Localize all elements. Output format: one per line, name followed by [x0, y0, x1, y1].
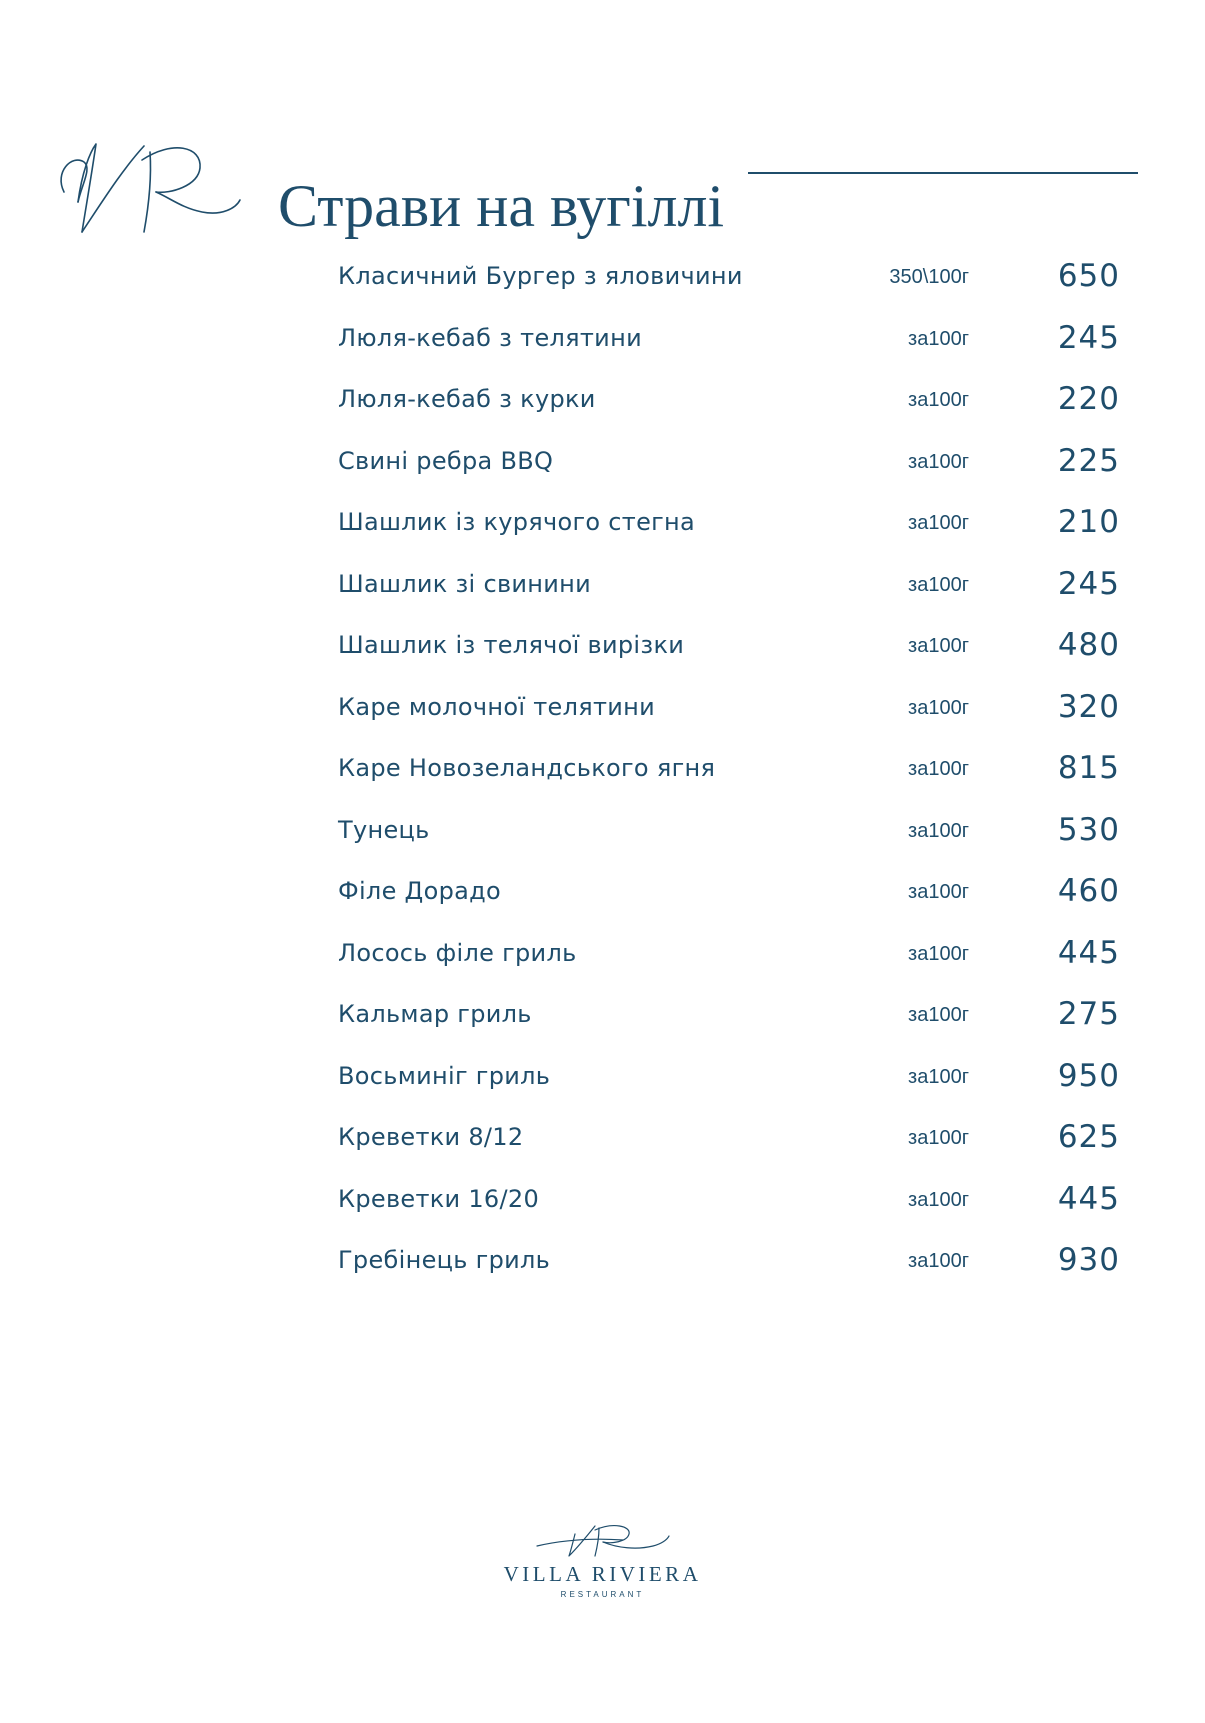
menu-item-price: 650: [1057, 258, 1120, 294]
brand-subtitle: RESTAURANT: [560, 1590, 645, 1599]
menu-list: [338, 252, 1128, 1298]
menu-item-name: Тунець: [338, 815, 430, 844]
menu-item: [338, 314, 1128, 376]
menu-item-price: 225: [1057, 442, 1120, 479]
menu-item-name: Люля-кебаб з курки: [338, 385, 596, 413]
menu-item: [338, 744, 1128, 806]
menu-item: [338, 560, 1128, 622]
menu-item: [338, 1175, 1128, 1237]
menu-item-price: 930: [1057, 1242, 1120, 1278]
menu-item-name: Каре молочної телятини: [338, 692, 656, 721]
menu-item-price: 445: [1057, 934, 1120, 971]
vr-monogram-icon: [52, 132, 252, 252]
menu-item-weight: за100г: [908, 327, 969, 350]
menu-item-weight: за100г: [908, 512, 969, 534]
menu-item-weight: за100г: [908, 1188, 969, 1211]
menu-item-name: Каре Новозеландського ягня: [338, 754, 716, 782]
menu-item-weight: за100г: [908, 573, 969, 596]
menu-item-price: 625: [1057, 1119, 1120, 1155]
menu-item: [338, 498, 1128, 560]
menu-item-name: Шашлик із телячої вирізки: [338, 631, 685, 659]
menu-item-weight: за100г: [908, 758, 969, 780]
menu-item-price: 275: [1057, 996, 1120, 1032]
menu-item-name: Філе Дорадо: [338, 877, 502, 905]
menu-item-price: 245: [1057, 565, 1120, 602]
menu-item-name: Креветки 16/20: [338, 1184, 540, 1213]
menu-item-price: 220: [1057, 381, 1120, 417]
menu-item: [338, 929, 1128, 991]
menu-item-weight: за100г: [908, 635, 969, 657]
menu-item-weight: за100г: [908, 881, 969, 903]
menu-item-name: Шашлик із курячого стегна: [338, 508, 696, 536]
menu-item: [338, 867, 1128, 929]
menu-item: [338, 990, 1128, 1052]
menu-item-weight: за100г: [908, 1127, 969, 1149]
menu-item-weight: 350\100г: [889, 266, 969, 288]
menu-item-price: 480: [1057, 627, 1120, 663]
menu-item: [338, 437, 1128, 499]
menu-item: [338, 1236, 1128, 1298]
menu-item: [338, 683, 1128, 745]
menu-item-name: Люля-кебаб з телятини: [338, 323, 642, 352]
menu-item: [338, 1113, 1128, 1175]
menu-item-price: 245: [1057, 319, 1120, 356]
menu-item-name: Гребінець гриль: [338, 1246, 551, 1274]
menu-item-price: 210: [1057, 504, 1120, 540]
menu-item-name: Шашлик зі свинини: [338, 569, 592, 598]
brand-logo: [490, 1520, 715, 1600]
menu-item: [338, 375, 1128, 437]
menu-item-name: Восьминіг гриль: [338, 1061, 551, 1090]
menu-item: [338, 806, 1128, 868]
menu-item-price: 950: [1057, 1057, 1120, 1094]
menu-item-weight: за100г: [908, 1250, 969, 1272]
vr-monogram-icon: [533, 1520, 673, 1560]
menu-item-price: 320: [1057, 688, 1120, 725]
menu-item: [338, 252, 1128, 314]
menu-item-price: 815: [1057, 750, 1120, 786]
brand-name: VILLA RIVIERA: [503, 1562, 702, 1586]
menu-item-weight: за100г: [908, 450, 969, 473]
page-title: Страви на вугіллі: [278, 173, 725, 240]
menu-item-name: Свині ребра BBQ: [338, 446, 554, 475]
menu-item-weight: за100г: [908, 1065, 969, 1088]
menu-item-weight: за100г: [908, 696, 969, 719]
menu-item-price: 530: [1057, 811, 1120, 848]
menu-item-weight: за100г: [908, 389, 969, 411]
menu-item-price: 460: [1057, 873, 1120, 909]
menu-item-weight: за100г: [908, 942, 969, 965]
menu-item-name: Кальмар гриль: [338, 1000, 532, 1028]
menu-item-name: Креветки 8/12: [338, 1123, 524, 1151]
menu-item-weight: за100г: [908, 819, 969, 842]
menu-item-weight: за100г: [908, 1004, 969, 1026]
menu-item-name: Класичний Бургер з яловичини: [338, 262, 743, 290]
title-divider: [748, 172, 1138, 174]
menu-item: [338, 1052, 1128, 1114]
menu-item: [338, 621, 1128, 683]
menu-item-name: Лосось філе гриль: [338, 938, 577, 967]
menu-item-price: 445: [1057, 1180, 1120, 1217]
